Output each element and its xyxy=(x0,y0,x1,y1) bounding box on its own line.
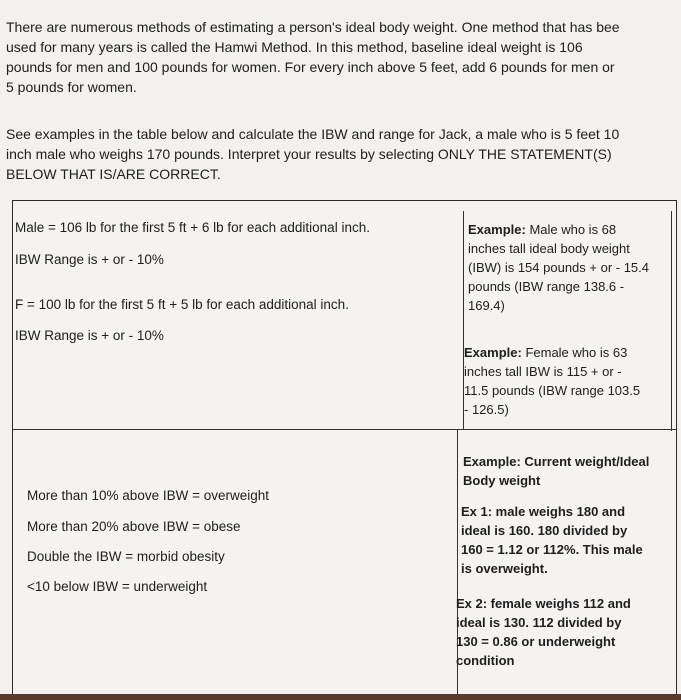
question-line: BELOW THAT IS/ARE CORRECT. xyxy=(6,166,221,182)
example-1 xyxy=(461,502,643,578)
example-2-line: ideal is 130. 112 divided by xyxy=(456,615,622,630)
example-2-line: Ex 2: female weighs 112 and xyxy=(456,596,631,611)
example-line: inches tall ideal body weight xyxy=(468,241,630,256)
example-2-line: 130 = 0.86 or underweight xyxy=(456,634,616,649)
example-line: pounds (IBW range 138.6 - xyxy=(468,279,625,294)
column-divider xyxy=(671,211,672,431)
example-1-line: is overweight. xyxy=(461,561,548,576)
intro-paragraph xyxy=(6,17,681,97)
example-line: inches tall IBW is 115 + or - xyxy=(464,364,622,379)
male-range: IBW Range is + or - 10% xyxy=(15,252,164,267)
classification-item: <10 below IBW = underweight xyxy=(27,579,208,594)
example-label: Example: xyxy=(464,345,522,360)
example-2 xyxy=(456,594,631,670)
ibw-reference-table xyxy=(12,200,677,696)
example-1-line: ideal is 160. 180 divided by xyxy=(461,523,628,538)
ratio-heading xyxy=(463,452,649,490)
question-paragraph xyxy=(6,124,681,184)
intro-line: used for many years is called the Hamwi Method. In this method, baseline ideal weight is 106 xyxy=(6,39,583,55)
intro-line: There are numerous methods of estimating a person's ideal body weight. One method that has bee xyxy=(6,19,620,35)
photo-edge-strip xyxy=(0,694,681,700)
classification-item: More than 10% above IBW = overweight xyxy=(27,488,270,503)
example-2-line: condition xyxy=(456,653,515,668)
female-formula: F = 100 lb for the first 5 ft + 5 lb for each additional inch. xyxy=(15,297,349,312)
female-range: IBW Range is + or - 10% xyxy=(15,328,164,343)
intro-line: pounds for men and 100 pounds for women. For every inch above 5 feet, add 6 pounds for men or xyxy=(6,59,615,75)
example-1-line: Ex 1: male weighs 180 and xyxy=(461,504,626,519)
question-line: See examples in the table below and calculate the IBW and range for Jack, a male who is 5 feet 10 xyxy=(6,126,620,142)
heading-line: Body weight xyxy=(463,473,541,488)
classification-item: More than 20% above IBW = obese xyxy=(27,519,241,534)
female-example xyxy=(464,343,640,419)
example-line: 11.5 pounds (IBW range 103.5 xyxy=(464,383,641,398)
example-label: Example: xyxy=(468,222,526,237)
classification-item: Double the IBW = morbid obesity xyxy=(27,549,225,564)
row-divider xyxy=(13,429,676,430)
example-line: 169.4) xyxy=(468,298,505,313)
question-line: inch male who weighs 170 pounds. Interpret your results by selecting ONLY THE STATEMENT(S) xyxy=(6,146,612,162)
example-line: Male who is 68 xyxy=(529,222,617,237)
male-formula: Male = 106 lb for the first 5 ft + 6 lb for each additional inch. xyxy=(15,220,370,235)
example-line: (IBW) is 154 pounds + or - 15.4 xyxy=(468,260,650,275)
heading-line: Example: Current weight/Ideal xyxy=(463,454,650,469)
male-example xyxy=(468,220,649,315)
example-line: - 126.5) xyxy=(464,402,509,417)
intro-line: 5 pounds for women. xyxy=(6,79,137,95)
example-1-line: 160 = 1.12 or 112%. This male xyxy=(461,542,643,557)
example-line: Female who is 63 xyxy=(525,345,628,360)
